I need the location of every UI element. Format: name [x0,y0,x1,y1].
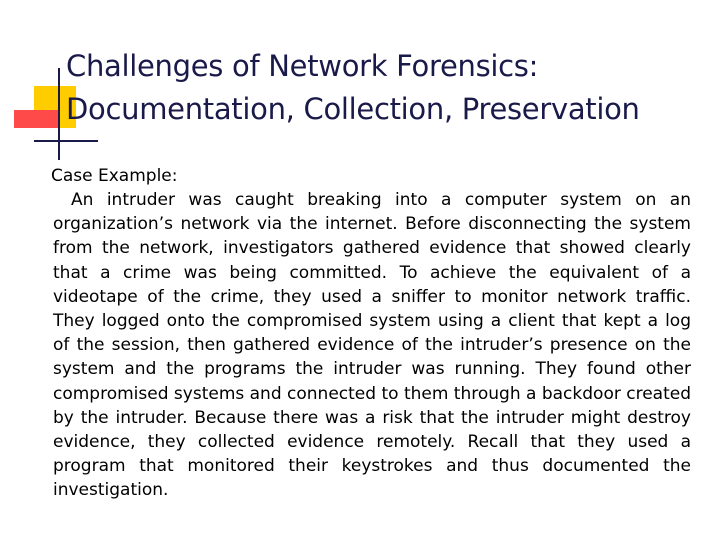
case-example-body: An intruder was caught breaking into a computer system on an organization’s network via the internet. Before disconnecting the system from the network, investigators gathered evidence that showed clearly that a crime was being committed. To achieve the equivalent of a videotape of the crime, they used a sniffer to monitor network traffic. They logged onto the compromised system using a client that kept a log of the session, then gathered evidence of the intruder’s presence on the system and the programs the intruder was running. They found other compromised systems and connected to them through a backdoor created by the intruder. Because there was a risk that the intruder might destroy evidence, they collected evidence remotely. Recall that they used a program that monitored their keystrokes and thus documented the investigation. [53,190,691,501]
ornament-red-bar [14,110,58,128]
case-example-label: Case Example: [51,166,178,186]
slide-title [66,45,716,131]
slide-title-line-2: Documentation, Collection, Preservation [66,92,640,126]
ornament-horizontal-line [34,140,98,142]
slide-title-line-1: Challenges of Network Forensics: [66,49,539,83]
ornament-vertical-line [58,68,60,160]
